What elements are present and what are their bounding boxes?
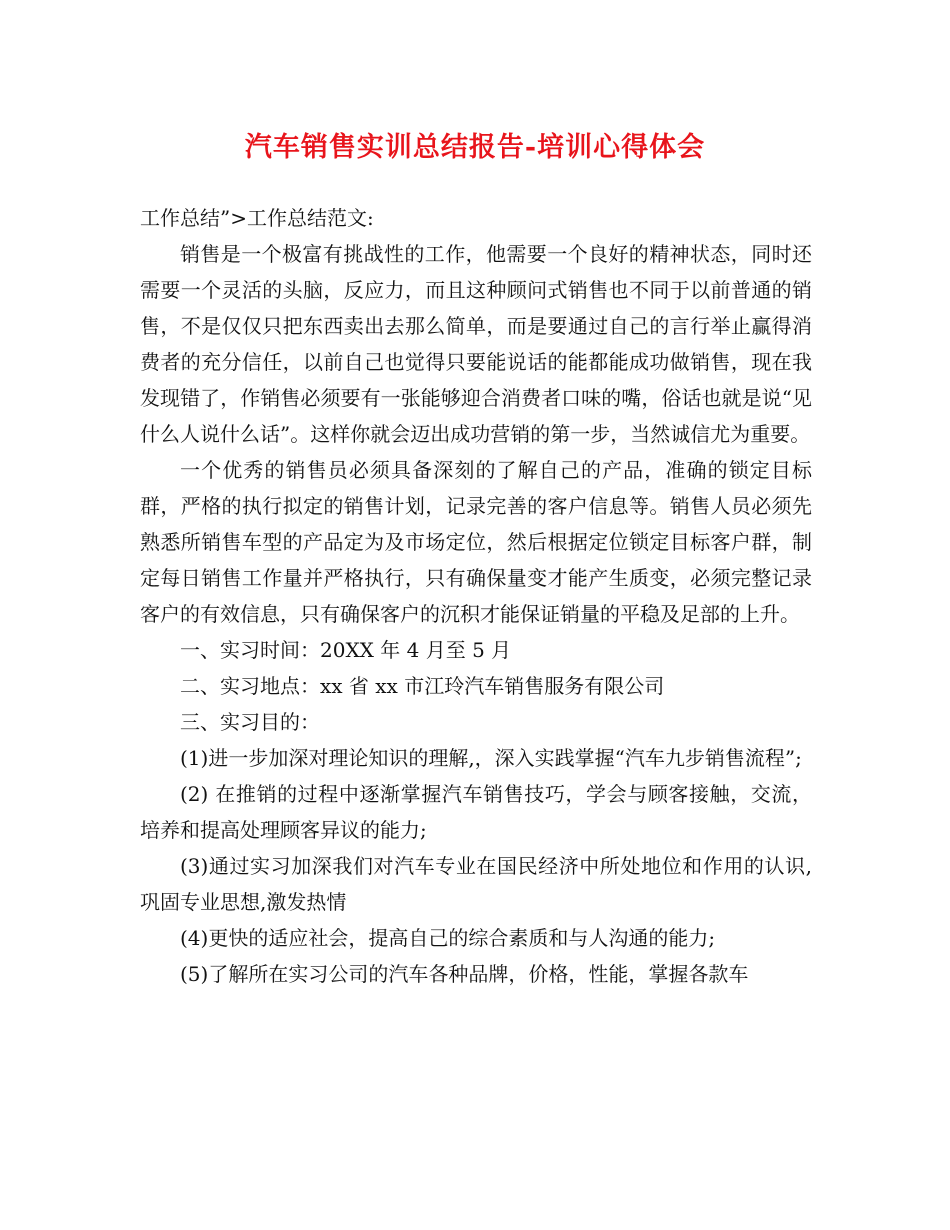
document-body [140, 200, 812, 992]
purpose-item-3: (3)通过实习加深我们对汽车专业在国民经济中所处地位和作用的认识,巩固专业思想,激发热情 [140, 854, 812, 914]
internship-location: 二、实习地点：xx 省 xx 市江玲汽车销售服务有限公司 [180, 674, 665, 698]
document-title: 汽车销售实训总结报告-培训心得体会 [244, 132, 706, 163]
internship-time: 一、实习时间：20XX 年 4 月至 5 月 [180, 638, 512, 662]
purpose-item-2: (2) 在推销的过程中逐渐掌握汽车销售技巧，学会与顾客接触，交流，培养和提高处理顾客异议的能力; [140, 782, 812, 842]
paragraph-excellent-salesperson: 一个优秀的销售员必须具备深刻的了解自己的产品，准确的锁定目标群，严格的执行拟定的销售计划，记录完善的客户信息等。销售人员必须先熟悉所销售车型的产品定为及市场定位，然后根据定位锁定目标客户群，制定每日销售工作量并严格执行，只有确保量变才能产生质变，必须完整记录客户的有效信息，只有确保客户的沉积才能保证销量的平稳及足部的上升。 [140, 458, 812, 626]
paragraph-sales-challenge: 销售是一个极富有挑战性的工作，他需要一个良好的精神状态，同时还需要一个灵活的头脑，反应力，而且这种顾问式销售也不同于以前普通的销售，不是仅仅只把东西卖出去那么简单，而是要通过自己的言行举止赢得消费者的充分信任，以前自己也觉得只要能说话的能都能成功做销售，现在我发现错了，作销售必须要有一张能够迎合消费者口味的嘴，俗话也就是说“见什么人说什么话”。这样你就会迈出成功营销的第一步，当然诚信尤为重要。 [140, 242, 812, 446]
purpose-item-5: (5)了解所在实习公司的汽车各种品牌，价格，性能，掌握各款车 [180, 962, 749, 986]
intro-line: 工作总结”>工作总结范文: [140, 206, 374, 230]
purpose-item-4: (4)更快的适应社会，提高自己的综合素质和与人沟通的能力; [180, 926, 716, 950]
purpose-item-1: (1)进一步加深对理论知识的理解,，深入实践掌握“汽车九步销售流程”; [180, 746, 802, 770]
internship-purpose-heading: 三、实习目的： [180, 710, 320, 734]
